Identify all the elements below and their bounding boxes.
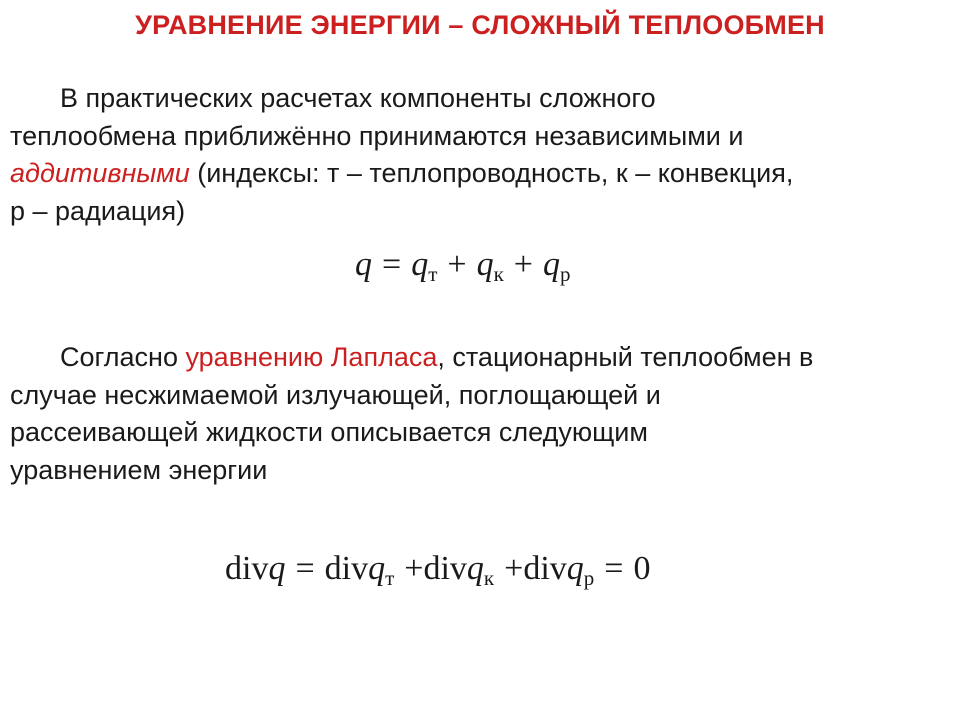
paragraph-1-viewport: [0, 62, 960, 372]
formula-q-k: q: [476, 246, 494, 283]
energy-equation-formula: [225, 550, 650, 591]
formula-plus: +: [447, 246, 467, 283]
heat-flux-sum-formula: [355, 246, 570, 287]
paragraph-2-line-3: рассеивающей жидкости описывается следующим: [10, 417, 648, 447]
formula-div: div: [225, 550, 269, 587]
formula-div: div: [523, 550, 567, 587]
paragraph-2: [10, 339, 955, 489]
paragraph-1-line-2: теплообмена приближённо принимаются независимыми и: [10, 120, 744, 151]
formula-q-t: q: [411, 246, 429, 283]
formula-zero: 0: [633, 550, 651, 587]
formula-sub-r: р: [559, 262, 571, 286]
formula-plus: +: [404, 550, 424, 587]
formula-div: div: [423, 550, 467, 587]
paragraph-1-line-4: р – радиация): [10, 195, 186, 226]
paragraph-2-line-4: уравнением энергии: [10, 454, 268, 485]
formula-q-k: q: [466, 550, 484, 587]
formula-sub-t: т: [385, 566, 395, 590]
paragraph-2-lead: Согласно: [60, 342, 186, 372]
formula-q: q: [268, 550, 286, 587]
formula-equals: =: [604, 550, 624, 587]
formula-q-r: q: [566, 550, 584, 587]
paragraph-2-line-1-rest: , стационарный теплообмен в: [437, 342, 814, 372]
formula-sub-k: к: [483, 566, 495, 590]
formula-q-t: q: [368, 550, 386, 587]
paragraph-1-line-3: (индексы: т – теплопроводность, к – конвекция,: [189, 158, 794, 188]
formula-sub-k: к: [493, 262, 504, 286]
laplace-highlight: уравнению Лапласа: [185, 342, 438, 372]
formula-div: div: [324, 550, 369, 587]
paragraph-2-line-2: случае несжимаемой излучающей, поглощающей и: [10, 379, 661, 410]
formula-equals: =: [382, 246, 402, 283]
paragraph-1-line-1: В практических расчетах компоненты сложного: [60, 83, 656, 113]
formula-plus: +: [504, 550, 524, 587]
additive-highlight: аддитивными: [10, 158, 190, 188]
formula-q: q: [355, 246, 372, 283]
paragraph-1: [10, 80, 955, 230]
slide-title: УРАВНЕНИЕ ЭНЕРГИИ – СЛОЖНЫЙ ТЕПЛООБМЕН: [135, 10, 825, 40]
formula-q-r: q: [542, 246, 560, 283]
formula-sub-r: р: [583, 566, 595, 590]
formula-sub-t: т: [428, 262, 438, 286]
formula-equals: =: [295, 550, 315, 587]
formula-plus: +: [513, 246, 533, 283]
